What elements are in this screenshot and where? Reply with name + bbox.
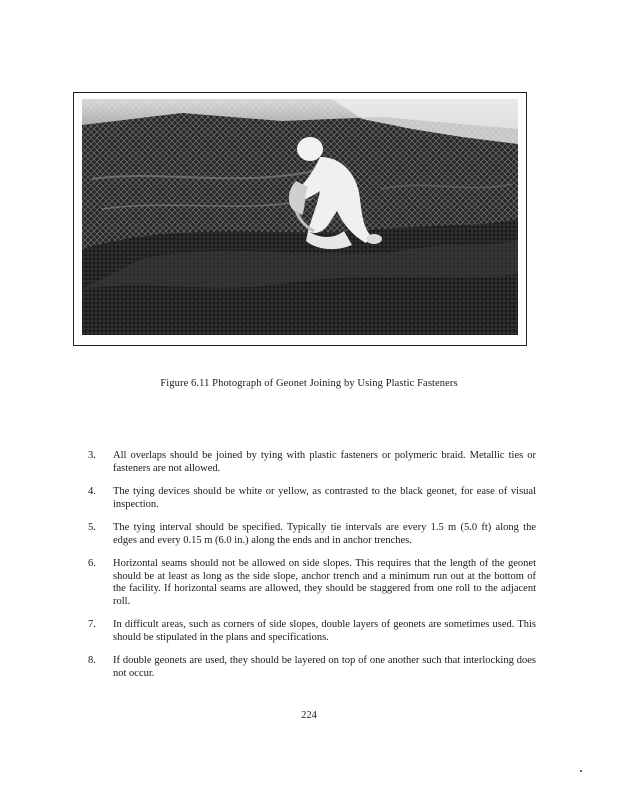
- geonet-joining-photo: [82, 99, 518, 335]
- list-item-text: In difficult areas, such as corners of side slopes, double layers of geonets are sometimes used. This should be stipulated in the plans and specifications.: [113, 619, 536, 643]
- requirements-list: [88, 450, 536, 680]
- list-item-text: The tying devices should be white or yellow, as contrasted to the black geonet, for ease of visual inspection.: [113, 486, 536, 510]
- list-item-number: 3.: [88, 450, 96, 461]
- list-item-text: If double geonets are used, they should be layered on top of one another such that interlocking does not occur.: [113, 655, 536, 679]
- list-item: [88, 486, 536, 511]
- list-item-text: The tying interval should be specified. Typically tie intervals are every 1.5 m (5.0 ft) along the edges and every 0.15 m (6.0 in.) along the ends and in anchor trenches.: [113, 522, 536, 546]
- scan-speck: [580, 770, 582, 772]
- list-item-number: 4.: [88, 486, 96, 497]
- list-item: [88, 619, 536, 644]
- list-item: [88, 450, 536, 475]
- figure-photo-frame: [73, 92, 527, 346]
- list-item-number: 6.: [88, 558, 96, 569]
- list-item: [88, 655, 536, 680]
- list-item-text: All overlaps should be joined by tying with plastic fasteners or polymeric braid. Metallic ties or fasteners are not allowed.: [113, 450, 536, 474]
- list-item: [88, 522, 536, 547]
- list-item-number: 8.: [88, 655, 96, 666]
- photo-illustration: [82, 99, 518, 335]
- list-item-number: 7.: [88, 619, 96, 630]
- figure-caption: Figure 6.11 Photograph of Geonet Joining by Using Plastic Fasteners: [160, 378, 458, 389]
- page-number: 224: [301, 710, 317, 721]
- list-item: [88, 558, 536, 608]
- list-item-number: 5.: [88, 522, 96, 533]
- list-item-text: Horizontal seams should not be allowed on side slopes. This requires that the length of the geonet should be at least as long as the side slope, anchor trench and a minimum run out at the bottom of the facility. If horizontal seams are allowed, they should be staggered from one roll to the adjacent roll.: [113, 558, 536, 607]
